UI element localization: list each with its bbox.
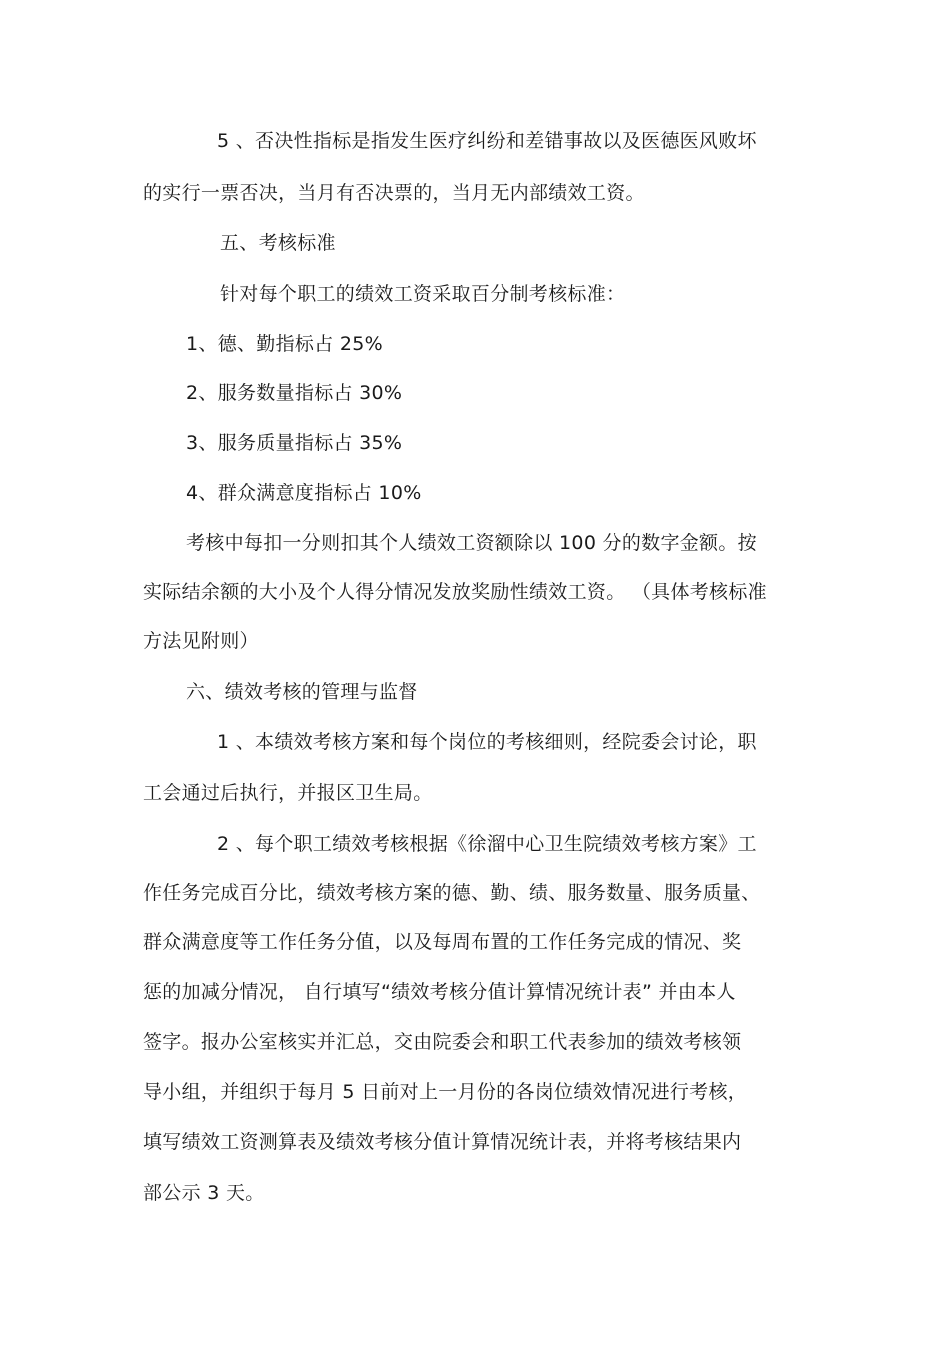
paragraph-line: 的实行一票否决，当月有否决票的，当月无内部绩效工资。 [143, 182, 645, 204]
section-heading: 六、绩效考核的管理与监督 [186, 681, 418, 703]
paragraph-line: 1 、本绩效考核方案和每个岗位的考核细则，经院委会讨论，职 [217, 731, 757, 753]
paragraph-line: 部公示 3 天。 [143, 1182, 265, 1204]
list-item: 3、服务质量指标占 35% [186, 432, 403, 454]
section-heading: 五、考核标准 [220, 232, 336, 254]
paragraph-line: 导小组，并组织于每月 5 日前对上一月份的各岗位绩效情况进行考核， [143, 1081, 748, 1103]
paragraph-line: 签字。报办公室核实并汇总，交由院委会和职工代表参加的绩效考核领 [143, 1031, 742, 1053]
paragraph-line: 针对每个职工的绩效工资采取百分制考核标准： [220, 283, 626, 305]
paragraph-line: 实际结余额的大小及个人得分情况发放奖励性绩效工资。 （具体考核标准 [143, 581, 767, 603]
paragraph-line: 群众满意度等工作任务分值，以及每周布置的工作任务完成的情况、奖 [143, 931, 742, 953]
paragraph-line: 工会通过后执行，并报区卫生局。 [143, 782, 433, 804]
paragraph-line: 5 、否决性指标是指发生医疗纠纷和差错事故以及医德医风败坏 [217, 130, 757, 152]
paragraph-line: 作任务完成百分比，绩效考核方案的德、勤、绩、服务数量、服务质量、 [143, 882, 761, 904]
paragraph-line: 方法见附则） [143, 630, 259, 652]
list-item: 1、德、勤指标占 25% [186, 333, 383, 355]
paragraph-line: 惩的加减分情况， 自行填写“绩效考核分值计算情况统计表” 并由本人 [143, 981, 736, 1003]
list-item: 2、服务数量指标占 30% [186, 382, 403, 404]
paragraph-line: 填写绩效工资测算表及绩效考核分值计算情况统计表，并将考核结果内 [143, 1131, 742, 1153]
list-item: 4、群众满意度指标占 10% [186, 482, 422, 504]
paragraph-line: 考核中每扣一分则扣其个人绩效工资额除以 100 分的数字金额。按 [186, 532, 757, 554]
paragraph-line: 2 、每个职工绩效考核根据《徐溜中心卫生院绩效考核方案》工 [217, 833, 757, 855]
